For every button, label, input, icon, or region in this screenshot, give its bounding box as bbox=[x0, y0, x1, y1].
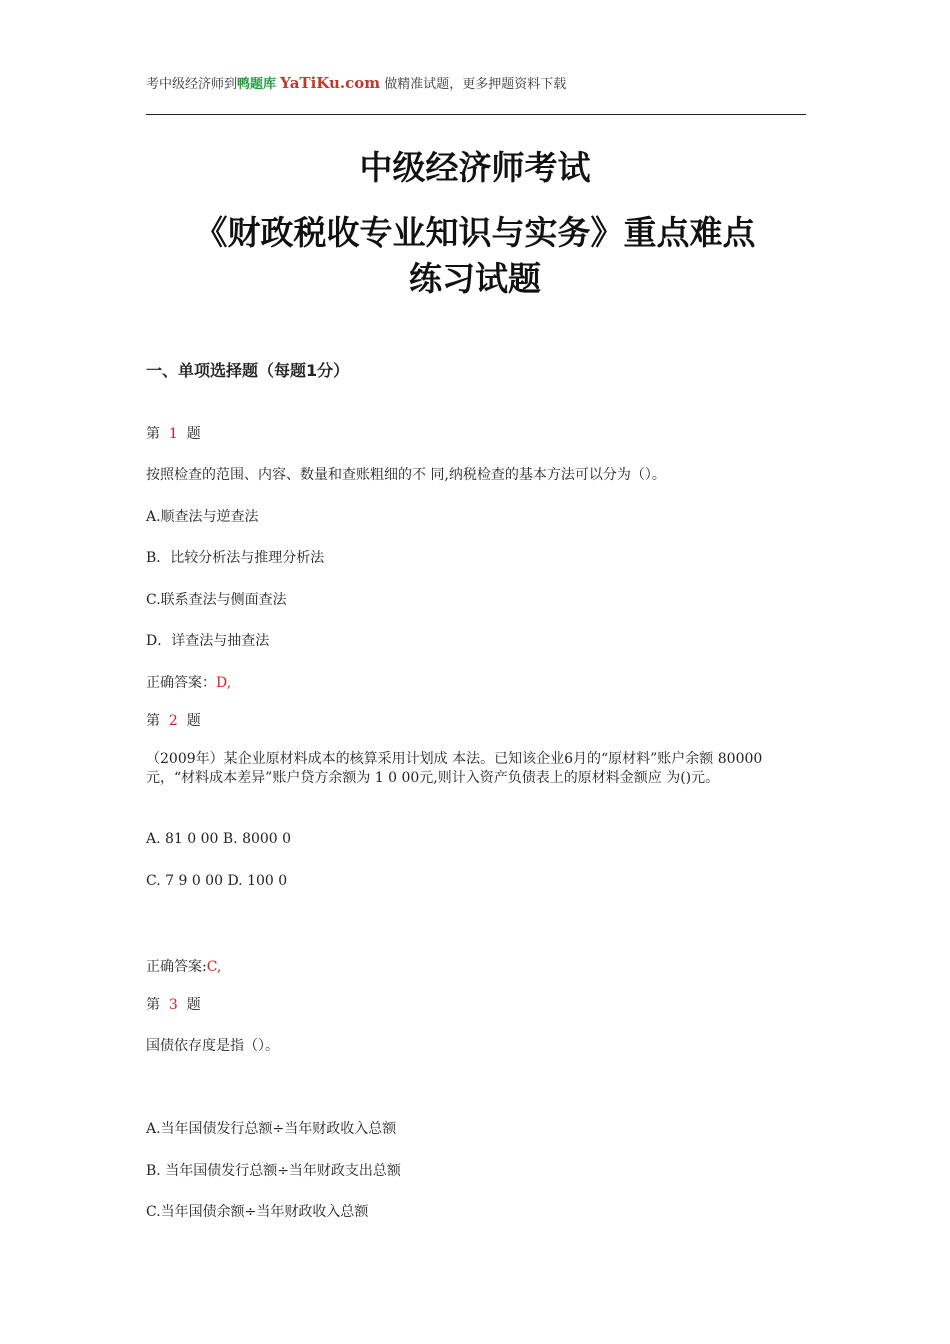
q2-answer-label: 正确答案: bbox=[146, 959, 207, 975]
doc-title-line3: 练习试题 bbox=[409, 259, 541, 298]
q1-option-a: A.顺查法与逆查法 bbox=[146, 509, 259, 525]
q2-number: 2 bbox=[168, 713, 178, 729]
q2-answer-value: C, bbox=[206, 959, 222, 975]
header-brand: 鸭题库 bbox=[237, 77, 277, 92]
doc-title-line2: 《财政税收专业知识与实务》重点难点 bbox=[194, 213, 756, 252]
question-1-text: 按照检查的范围、内容、数量和查账粗细的不 同,纳税检查的基本方法可以分为（）。 bbox=[146, 467, 666, 483]
q3-option-a: A.当年国债发行总额÷当年财政收入总额 bbox=[146, 1121, 397, 1137]
q1-answer-label: 正确答案： bbox=[146, 675, 216, 691]
header-prefix: 考中级经济师到 bbox=[146, 77, 238, 92]
section-heading: 一、单项选择题（每题1分） bbox=[146, 361, 350, 380]
q3-option-b: B. 当年国债发行总额÷当年财政支出总额 bbox=[146, 1163, 401, 1179]
question-3-label bbox=[146, 994, 201, 1014]
header-divider bbox=[146, 114, 806, 115]
q3-number: 3 bbox=[168, 997, 178, 1013]
question-2-label bbox=[146, 710, 201, 730]
doc-title-line1: 中级经济师考试 bbox=[359, 148, 591, 187]
header-site-link[interactable]: YaTiKu.com bbox=[280, 74, 381, 92]
question-3-text: 国债依存度是指（）。 bbox=[146, 1038, 279, 1054]
q3-label-prefix: 第 bbox=[146, 997, 160, 1013]
q1-number: 1 bbox=[168, 426, 178, 442]
q1-label-prefix: 第 bbox=[146, 426, 160, 442]
q1-answer-value: D, bbox=[216, 675, 232, 691]
q1-label-suffix: 题 bbox=[186, 426, 201, 442]
q1-answer bbox=[146, 672, 231, 692]
q3-option-c: C.当年国债余额÷当年财政收入总额 bbox=[146, 1204, 369, 1220]
q2-answer bbox=[146, 956, 221, 976]
q2-options-cd: C. 7 9 0 00 D. 100 0 bbox=[146, 873, 288, 889]
header-suffix: 做精准试题，更多押题资料下载 bbox=[384, 77, 567, 92]
q1-option-d: D．详查法与抽查法 bbox=[146, 633, 270, 649]
q3-label-suffix: 题 bbox=[186, 997, 201, 1013]
question-2-text: （2009年）某企业原材料成本的核算采用计划成 本法。已知该企业6月的“原材料”账户余额 80000元，“材料成本差异”账户贷方余额为 1 0 00元,则计入资产负债表上的原材料金额应 为()元。 bbox=[146, 751, 763, 786]
q2-label-suffix: 题 bbox=[186, 713, 201, 729]
page-header bbox=[146, 73, 566, 92]
q1-option-b: B．比较分析法与推理分析法 bbox=[146, 550, 325, 566]
question-1-label bbox=[146, 423, 201, 443]
q2-options-ab: A. 81 0 00 B. 8000 0 bbox=[146, 831, 292, 847]
q2-label-prefix: 第 bbox=[146, 713, 160, 729]
q1-option-c: C.联系查法与侧面查法 bbox=[146, 592, 287, 608]
